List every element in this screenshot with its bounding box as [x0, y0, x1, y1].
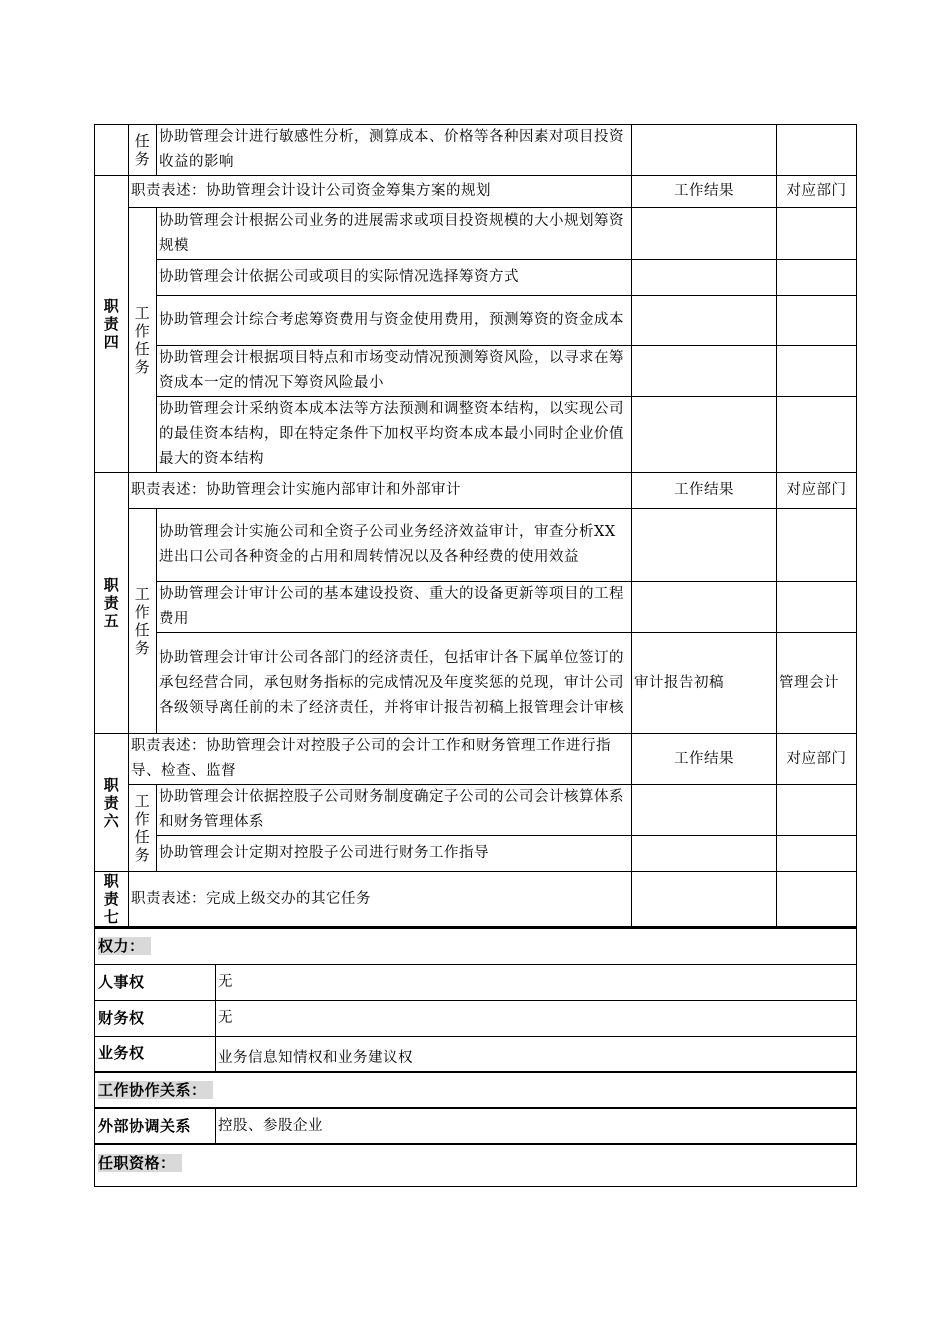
duty4-task-label: 工 作 任 务 — [129, 208, 157, 473]
job-description-document — [94, 124, 856, 1187]
duty6-task-row — [95, 785, 857, 836]
duty5-dept-header: 对应部门 — [777, 473, 857, 509]
duty4-task-4-dept — [777, 346, 857, 397]
top-task-row — [95, 125, 857, 176]
duty5-task-row — [95, 582, 857, 633]
duty5-task-2-dept — [777, 582, 857, 633]
cooperation-value: 控股、参股企业 — [216, 1108, 857, 1144]
duty6-statement: 职责表述：协助管理会计对控股子公司的会计工作和财务管理工作进行指导、检查、监督 — [129, 734, 632, 785]
duty6-task-2-result — [632, 836, 777, 872]
duty7-dept — [777, 872, 857, 927]
duty4-task-2: 协助管理会计依据公司或项目的实际情况选择筹资方式 — [157, 260, 632, 296]
duty5-label: 职 责 五 — [95, 473, 129, 734]
authority-name: 人事权 — [95, 964, 216, 1000]
authority-heading: 权力： — [98, 937, 151, 955]
duty4-task-1-dept — [777, 208, 857, 260]
duty4-task-5-dept — [777, 397, 857, 473]
duties-table — [94, 124, 857, 927]
authority-row — [95, 1036, 857, 1072]
task-result — [632, 125, 777, 176]
task-dept — [777, 125, 857, 176]
duty7-row — [95, 872, 857, 927]
duty6-task-1-dept — [777, 785, 857, 836]
duty4-task-3-dept — [777, 296, 857, 346]
qualification-heading: 任职资格： — [98, 1154, 182, 1172]
duty4-task-row — [95, 260, 857, 296]
duty4-task-5-result — [632, 397, 777, 473]
duty4-task-3-result — [632, 296, 777, 346]
duty4-statement-row — [95, 176, 857, 208]
authority-name: 业务权 — [95, 1036, 216, 1072]
duty6-task-1-result — [632, 785, 777, 836]
duty5-task-1-result — [632, 509, 777, 582]
duty6-result-header: 工作结果 — [632, 734, 777, 785]
duty4-dept-header: 对应部门 — [777, 176, 857, 208]
duty5-statement-row — [95, 473, 857, 509]
authority-row — [95, 1000, 857, 1036]
duty6-task-2-dept — [777, 836, 857, 872]
authority-value: 业务信息知情权和业务建议权 — [216, 1036, 857, 1072]
authority-table — [94, 927, 857, 1187]
duty4-task-2-dept — [777, 260, 857, 296]
duty7-statement: 职责表述：完成上级交办的其它任务 — [129, 872, 632, 927]
duty6-task-label: 工 作 任 务 — [129, 785, 157, 872]
authority-value: 无 — [216, 1000, 857, 1036]
duty5-task-3-result: 审计报告初稿 — [632, 633, 777, 734]
duty4-task-1: 协助管理会计根据公司业务的进展需求或项目投资规模的大小规划筹资规模 — [157, 208, 632, 260]
duty7-result — [632, 872, 777, 927]
cooperation-row — [95, 1108, 857, 1144]
duty4-task-row — [95, 397, 857, 473]
duty4-task-2-result — [632, 260, 777, 296]
duty6-statement-row — [95, 734, 857, 785]
duty7-label: 职 责 七 — [95, 872, 129, 927]
duty5-task-1: 协助管理会计实施公司和全资子公司业务经济效益审计，审查分析XX进出口公司各种资金的占用和周转情况以及各种经费的使用效益 — [157, 509, 632, 582]
duty4-task-4-result — [632, 346, 777, 397]
duty5-task-2-result — [632, 582, 777, 633]
task-label: 任 务 — [129, 125, 157, 176]
duty5-result-header: 工作结果 — [632, 473, 777, 509]
authority-value: 无 — [216, 964, 857, 1000]
duty5-task-3-dept: 管理会计 — [777, 633, 857, 734]
duty6-dept-header: 对应部门 — [777, 734, 857, 785]
duty5-task-2: 协助管理会计审计公司的基本建设投资、重大的设备更新等项目的工程费用 — [157, 582, 632, 633]
authority-name: 财务权 — [95, 1000, 216, 1036]
qualification-heading-row — [95, 1144, 857, 1186]
duty4-task-5: 协助管理会计采纳资本成本法等方法预测和调整资本结构，以实现公司的最佳资本结构，即在特定条件下加权平均资本成本最小同时企业价值最大的资本结构 — [157, 397, 632, 473]
duty4-result-header: 工作结果 — [632, 176, 777, 208]
duty6-task-2: 协助管理会计定期对控股子公司进行财务工作指导 — [157, 836, 632, 872]
duty5-statement: 职责表述：协助管理会计实施内部审计和外部审计 — [129, 473, 632, 509]
duty5-task-1-dept — [777, 509, 857, 582]
duty4-task-1-result — [632, 208, 777, 260]
duty5-task-row — [95, 509, 857, 582]
duty4-task-3: 协助管理会计综合考虑筹资费用与资金使用费用，预测筹资的资金成本 — [157, 296, 632, 346]
task-text: 协助管理会计进行敏感性分析，测算成本、价格等各种因素对项目投资收益的影响 — [157, 125, 632, 176]
duty6-task-1: 协助管理会计依据控股子公司财务制度确定子公司的公司会计核算体系和财务管理体系 — [157, 785, 632, 836]
duty6-task-row — [95, 836, 857, 872]
duty4-task-row — [95, 296, 857, 346]
cooperation-heading: 工作协作关系： — [98, 1081, 213, 1099]
duty6-label: 职 责 六 — [95, 734, 129, 872]
duty5-task-row — [95, 633, 857, 734]
duty4-statement: 职责表述：协助管理会计设计公司资金筹集方案的规划 — [129, 176, 632, 208]
authority-heading-row — [95, 928, 857, 964]
duty5-task-3: 协助管理会计审计公司各部门的经济责任，包括审计各下属单位签订的承包经营合同，承包财务指标的完成情况及年度奖惩的兑现，审计公司各级领导离任前的未了经济责任，并将审计报告初稿上报管理会计审核 — [157, 633, 632, 734]
cooperation-heading-row — [95, 1072, 857, 1108]
duty4-task-4: 协助管理会计根据项目特点和市场变动情况预测筹资风险，以寻求在筹资成本一定的情况下筹资风险最小 — [157, 346, 632, 397]
duty4-task-row — [95, 208, 857, 260]
cooperation-name: 外部协调关系 — [95, 1108, 216, 1144]
duty4-task-row — [95, 346, 857, 397]
duty-label-empty — [95, 125, 129, 176]
duty5-task-label: 工 作 任 务 — [129, 509, 157, 734]
authority-row — [95, 964, 857, 1000]
duty4-label: 职 责 四 — [95, 176, 129, 473]
